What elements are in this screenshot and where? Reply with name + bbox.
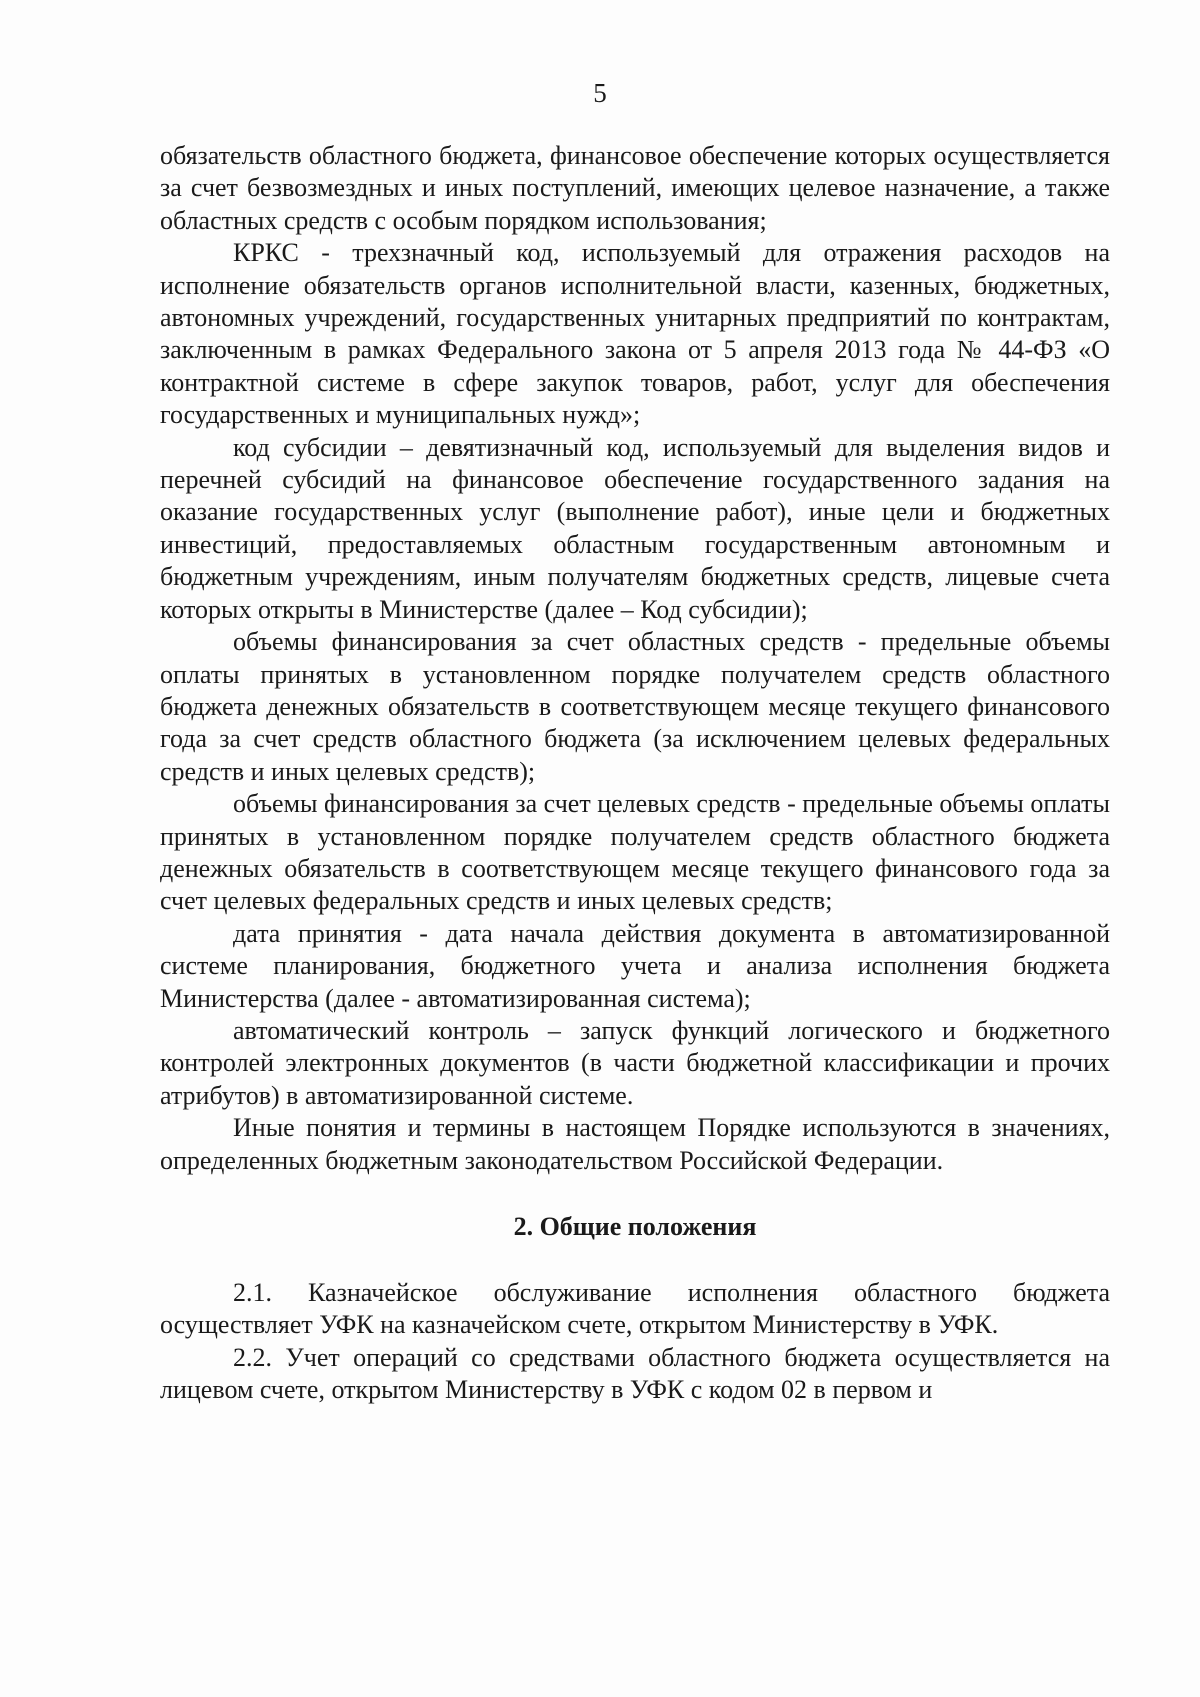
paragraph-regional-funding-definition: объемы финансирования за счет областных средств - предельные объемы оплаты принятых в установленном порядке получателем средств областного бюджета денежных обязательств в соответствующем месяце текущего финансового года за счет средств областного бюджета (за исключением целевых федеральных средств и иных целевых средств); (160, 627, 1110, 786)
paragraph-automatic-control-definition: автоматический контроль – запуск функций логического и бюджетного контролей электронных документов (в части бюджетной классификации и прочих атрибутов) в автоматизированной системе. (160, 1015, 1110, 1110)
paragraph-acceptance-date-definition: дата принятия - дата начала действия документа в автоматизированной системе планирования, бюджетного учета и анализа исполнения бюджета Министерства (далее - автоматизированная система); (160, 918, 1110, 1013)
page-number: 5 (593, 78, 607, 108)
paragraph-other-terms: Иные понятия и термины в настоящем Порядке используются в значениях, определенных бюджетным законодательством Российской Федерации. (160, 1113, 1110, 1175)
paragraph-clause-2-2: 2.2. Учет операций со средствами областного бюджета осуществляется на лицевом счете, открытом Министерству в УФК с кодом 02 в первом и (160, 1342, 1110, 1405)
paragraph-targeted-funding-definition: объемы финансирования за счет целевых средств - предельные объемы оплаты принятых в установленном порядке получателем средств областного бюджета денежных обязательств в соответствующем месяце текущего финансового года за счет целевых федеральных средств и иных целевых средств; (160, 789, 1110, 916)
paragraph-krks-definition: КРКС - трехзначный код, используемый для отражения расходов на исполнение обязательств органов исполнительной власти, казенных, бюджетных, автономных учреждений, государственных унитарных предприятий по контрактам, заключенным в рамках Федерального закона от 5 апреля 2013 года № 44-ФЗ «О контрактной системе в сфере закупок товаров, работ, услуг для обеспечения государственных и муниципальных нужд»; (160, 238, 1110, 430)
document-body (160, 140, 1110, 1407)
paragraph-clause-2-1: 2.1. Казначейское обслуживание исполнения областного бюджета осуществляет УФК на казначейском счете, открытом Министерству в УФК. (160, 1278, 1110, 1340)
paragraph-continuation: обязательств областного бюджета, финансовое обеспечение которых осуществляется за счет безвозмездных и иных поступлений, имеющих целевое назначение, а также областных средств с особым порядком использования; (160, 141, 1110, 235)
paragraph-subsidy-code-definition: код субсидии – девятизначный код, используемый для выделения видов и перечней субсидий на финансовое обеспечение государственного задания на оказание государственных услуг (выполнение работ), иные цели и бюджетных инвестиций, предоставляемых областным государственным автономным и бюджетным учреждениям, иным получателям бюджетных средств, лицевые счета которых открыты в Министерстве (далее – Код субсидии); (160, 432, 1110, 624)
section-heading: 2. Общие положения (513, 1212, 757, 1241)
